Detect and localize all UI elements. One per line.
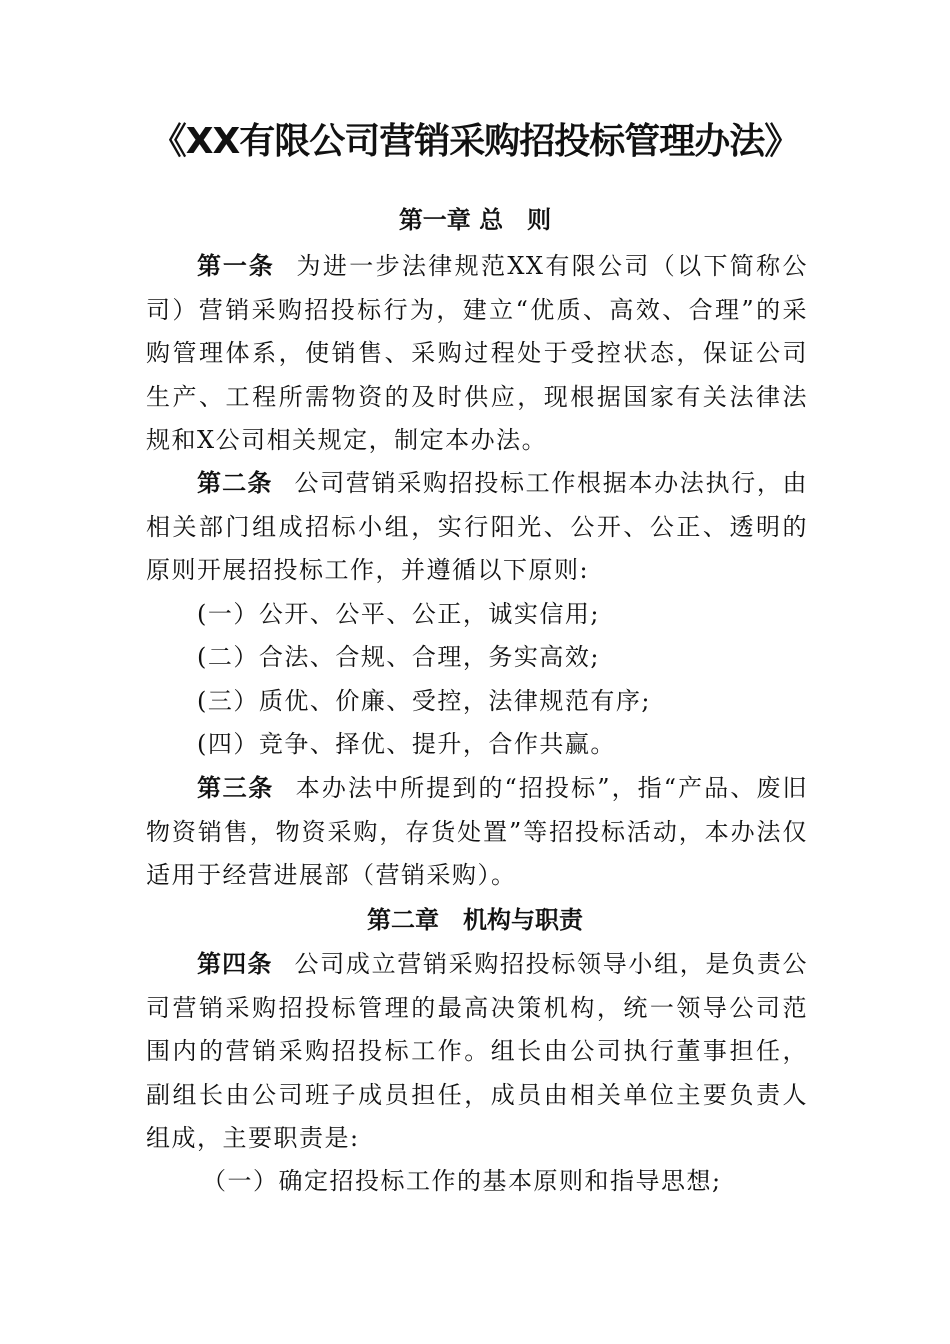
article-paragraph bbox=[146, 943, 808, 1161]
article-label: 第一条 bbox=[197, 252, 275, 280]
article-label: 第四条 bbox=[197, 950, 273, 978]
chapter-heading: 第二章 机构与职责 bbox=[367, 906, 583, 934]
chapter-heading: 第一章 总 则 bbox=[398, 206, 552, 234]
article-paragraph bbox=[146, 462, 808, 593]
article-text: 公司成立营销采购招投标领导小组，是负责公司营销采购招投标管理的最高决策机构，统一领导公司范围内的营销采购招投标工作。组长由公司执行董事担任，副组长由公司班子成员担任，成员由相关单位主要负责人组成，主要职责是: bbox=[146, 950, 808, 1152]
article-text: 为进一步法律规范XX有限公司（以下简称公司）营销采购招投标行为，建立“优质、高效、合理”的采购管理体系，使销售、采购过程处于受控状态，保证公司生产、工程所需物资的及时供应，现根据国家有关法律法规和X公司相关规定，制定本办法。 bbox=[146, 252, 808, 454]
list-item: (二）合法、合规、合理，务实高效; bbox=[197, 643, 600, 671]
list-item: (三）质优、价廉、受控，法律规范有序; bbox=[197, 687, 651, 715]
article-text: 本办法中所提到的“招投标”，指“产品、废旧物资销售，物资采购，存货处置”等招投标活动，本办法仅适用于经营进展部（营销采购）。 bbox=[146, 774, 809, 889]
article-label: 第三条 bbox=[197, 774, 274, 802]
article-text: 公司营销采购招投标工作根据本办法执行，由相关部门组成招标小组，实行阳光、公开、公正、透明的原则开展招投标工作，并遵循以下原则: bbox=[146, 469, 808, 584]
article-label: 第二条 bbox=[197, 469, 273, 497]
list-item: (四）竞争、择优、提升，合作共赢。 bbox=[197, 730, 616, 758]
article-paragraph bbox=[146, 767, 808, 898]
document-title: 《XX有限公司营销采购招投标管理办法》 bbox=[150, 121, 800, 162]
list-item: （一）确定招投标工作的基本原则和指导思想; bbox=[202, 1167, 722, 1195]
list-item: (一）公开、公平、公正，诚实信用; bbox=[197, 600, 600, 628]
article-paragraph bbox=[146, 245, 808, 463]
